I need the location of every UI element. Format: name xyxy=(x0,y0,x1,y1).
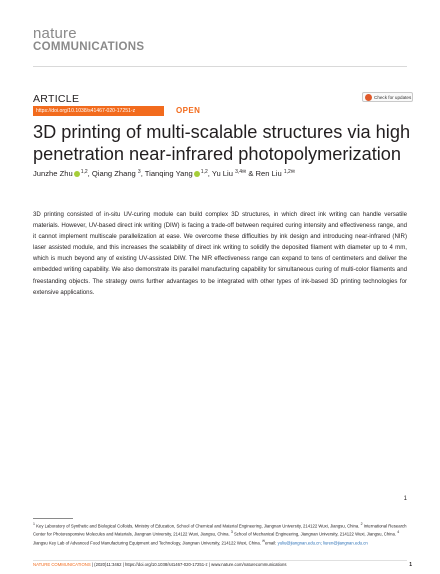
abstract-text: 3D printing consisted of in-situ UV-curing module can build complex 3D structures, in which direct ink writing can handle versatile materials. However, UV-based direct ink writing (DIW) is facing a trade-off between required curing intensity and effectiveness range, and it cannot implement multiscale parallelization at ease. We overcome these difficulties by ink design and introducing near-infrared (NIR) laser assisted module, and this increases the scalability of direct ink writing to solidify the deposited filament with diameter up to 4 mm, which is much beyond any of existing UV-assisted DIW. The NIR effectiveness range can expand to tens of centimeters and deliver the embedded writing capability. We also demonstrate its parallel manufacturing capability for simultaneous curing of multi-color filaments and freestanding objects. The strategy owns further advantages to be integrated with other types of ink-based 3D printing technologies for extensive applications. xyxy=(33,211,407,296)
orcid-icon[interactable] xyxy=(74,171,80,177)
author-list xyxy=(33,169,413,178)
journal-logo[interactable] xyxy=(33,26,144,54)
page-number: 1 xyxy=(403,496,407,502)
email-label: email: xyxy=(265,540,278,546)
affil-1: Key Laboratory of Synthetic and Biological Colloids, Ministry of Education, School of Chemical and Material Engineering, Jiangnan University, 214122 Wuxi, Jiangsu, China. xyxy=(34,523,361,529)
author-separator: , xyxy=(87,169,92,178)
orcid-icon[interactable] xyxy=(194,171,200,177)
author-separator: & xyxy=(246,169,256,178)
article-type-label: ARTICLE xyxy=(33,93,80,105)
author-item xyxy=(92,169,145,178)
author-item xyxy=(256,169,295,178)
author-separator: , xyxy=(207,169,212,178)
author-name[interactable]: Yu Liu xyxy=(211,169,233,178)
logo-communications-text: COMMUNICATIONS xyxy=(33,41,145,53)
affil-sup-3: 3 xyxy=(230,530,233,535)
author-affiliation-sup: 3 xyxy=(137,169,141,175)
article-title: 3D printing of multi-scalable structures via high penetration near-infrared photopolymerization xyxy=(33,122,411,164)
author-separator: , xyxy=(140,169,145,178)
author-item xyxy=(33,169,92,178)
open-access-label: OPEN xyxy=(176,106,201,115)
footer-citation-text[interactable]: | (2020)11:3462 | https://doi.org/10.1038/s41467-020-17251-z | www.nature.com/naturecommunications xyxy=(90,562,287,567)
affil-sup-4: 4 xyxy=(397,530,400,535)
email-sup: ✉ xyxy=(262,538,266,543)
affil-sup-2: 2 xyxy=(360,522,363,526)
footer-divider xyxy=(33,560,407,561)
author-affiliation-sup: 3,4✉ xyxy=(235,169,247,175)
author-affiliation-sup: 1,2✉ xyxy=(283,169,295,175)
footer-journal-name: NATURE COMMUNICATIONS xyxy=(33,562,91,567)
author-name[interactable]: Junzhe Zhu xyxy=(33,169,73,178)
check-updates-label: Check for updates xyxy=(374,94,412,100)
check-updates-icon xyxy=(365,94,372,101)
check-for-updates-button[interactable] xyxy=(362,92,413,102)
footer-page-number: 1 xyxy=(409,562,412,568)
author-name[interactable]: Qiang Zhang xyxy=(91,169,136,178)
author-affiliation-sup: 1,2 xyxy=(80,169,88,175)
footnote-divider xyxy=(33,518,73,519)
affiliations-footnote xyxy=(33,521,413,546)
affil-2: International Research Center for Photoresponsive Molecules and Materials, Jiangnan University, 214122 Wuxi, Jiangsu, China. xyxy=(33,523,407,537)
author-item xyxy=(212,169,256,178)
doi-link[interactable]: https://doi.org/10.1038/s41467-020-17251-z xyxy=(33,106,164,116)
logo-nature-text: nature xyxy=(33,25,77,42)
author-name[interactable]: Tianqing Yang xyxy=(144,169,193,178)
author-name[interactable]: Ren Liu xyxy=(255,169,282,178)
footer-citation xyxy=(33,562,286,567)
corresponding-emails[interactable]: yuliu@jiangnan.edu.cn; liuren@jiangnan.edu.cn xyxy=(277,540,368,546)
affil-3: School of Mechanical Engineering, Jiangnan University, 214122 Wuxi, Jiangsu, China. xyxy=(232,531,398,537)
author-item xyxy=(145,169,212,178)
affil-sup-1: 1 xyxy=(33,522,35,526)
affil-4: Jiangsu Key Lab of Advanced Food Manufacturing Equipment and Technology, Jiangnan University, 214122 Wuxi, China. xyxy=(33,540,263,546)
header-divider xyxy=(33,66,407,67)
author-affiliation-sup: 1,2 xyxy=(200,169,208,175)
